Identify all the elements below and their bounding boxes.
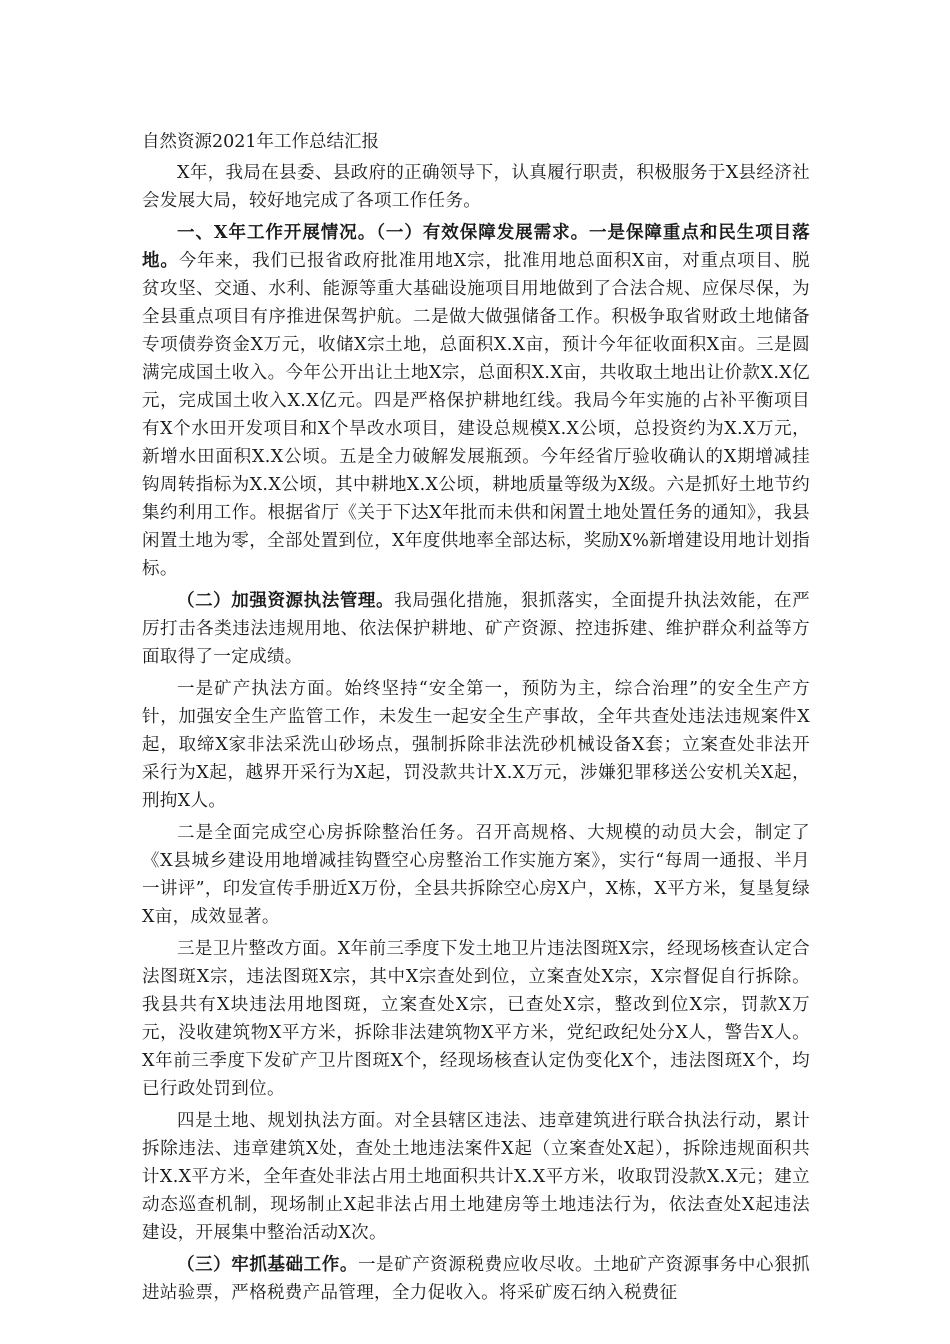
mineral-enforcement-paragraph: 一是矿产执法方面。始终坚持“安全第一，预防为主，综合治理”的安全生产方针，加强安全生产监管工作，未发生一起安全生产事故，全年共查处违法违规案件X起，取缔X家非法采洗山砂场点，强制拆除非法洗砂机械设备X套；立案查处非法开采行为X起，越界开采行为X起，罚没款共计X.X万元，涉嫌犯罪移送公安机关X起，刑拘X人。 [142, 679, 810, 811]
section1-heading: 一、X年工作开展情况。（一）有效保障发展需求。一是保障重点和民生项目落地。 [142, 223, 810, 271]
land-planning-enforcement-paragraph: 四是土地、规划执法方面。对全县辖区违法、违章建筑进行联合执法行动，累计拆除违法、违章建筑X处，查处土地违法案件X起（立案查处X起），拆除违规面积共计X.X平方米，全年查处非法占用土地面积共计X.X平方米，收取罚没款X.X元；建立动态巡查机制，现场制止X起非法占用土地建房等土地违法行为，依法查处X起违法建设，开展集中整治活动X次。 [142, 1111, 810, 1243]
satellite-rectification-paragraph: 三是卫片整改方面。X年前三季度下发土地卫片违法图斑X宗，经现场核查认定合法图斑X宗，违法图斑X宗，其中X宗查处到位，立案查处X宗，X宗督促自行拆除。我县共有X块违法用地图斑，立案查处X宗，已查处X宗，整改到位X宗，罚款X万元，没收建筑物X平方米，拆除非法建筑物X平方米，党纪政纪处分X人，警告X人。X年前三季度下发矿产卫片图斑X个，经现场核查认定伪变化X个，违法图斑X个，均已行政处罚到位。 [142, 939, 810, 1099]
document-title: 自然资源2021年工作总结汇报 [142, 132, 380, 152]
section2-body: 我局强化措施，狠抓落实，全面提升执法效能，在严厉打击各类违法违规用地、依法保护耕地、矿产资源、控违拆建、维护群众利益等方面取得了一定成绩。 [142, 591, 810, 667]
section3-heading: （三）牢抓基础工作。 [177, 1255, 358, 1275]
document-page [142, 128, 810, 1311]
section1-body: 今年来，我们已报省政府批准用地X宗，批准用地总面积X亩，对重点项目、脱贫攻坚、交通、水利、能源等重大基础设施项目用地做到了合法合规、应保尽保，为全县重点项目有序推进保驾护航。二是做大做强储备工作。积极争取省财政土地储备专项债券资金X万元，收储X宗土地，总面积X.X亩，预计今年征收面积X亩。三是圆满完成国土收入。今年公开出让土地X宗，总面积X.X亩，共收取土地出让价款X.X亿元，完成国土收入X.X亿元。四是严格保护耕地红线。我局今年实施的占补平衡项目有X个水田开发项目和X个旱改水项目，建设总规模X.X公顷，总投资约为X.X万元，新增水田面积X.X公顷。五是全力破解发展瓶颈。今年经省厅验收确认的X期增减挂钩周转指标为X.X公顷，其中耕地X.X公顷，耕地质量等级为X级。六是抓好土地节约集约利用工作。根据省厅《关于下达X年批而未供和闲置土地处置任务的通知》，我县闲置土地为零，全部处置到位，X年度供地率全部达标，奖励X%新增建设用地计划指标。 [142, 251, 810, 579]
section3-paragraph [142, 1251, 810, 1307]
section3-body: 一是矿产资源税费应收尽收。土地矿产资源事务中心狠抓进站验票，严格税费产品管理，全力促收入。将采矿废石纳入税费征 [142, 1255, 811, 1303]
hollow-house-paragraph: 二是全面完成空心房拆除整治任务。召开高规格、大规模的动员大会，制定了《X县城乡建设用地增减挂钩暨空心房整治工作实施方案》，实行“每周一通报、半月一讲评”，印发宣传手册近X万份，全县共拆除空心房X户，X栋，X平方米，复垦复绿X亩，成效显著。 [142, 823, 810, 927]
section1-paragraph [142, 219, 810, 583]
section2-heading: （二）加强资源执法管理。 [177, 591, 395, 611]
intro-paragraph: X年，我局在县委、县政府的正确领导下，认真履行职责，积极服务于X县经济社会发展大局，较好地完成了各项工作任务。 [142, 163, 810, 211]
section2-paragraph [142, 587, 810, 671]
